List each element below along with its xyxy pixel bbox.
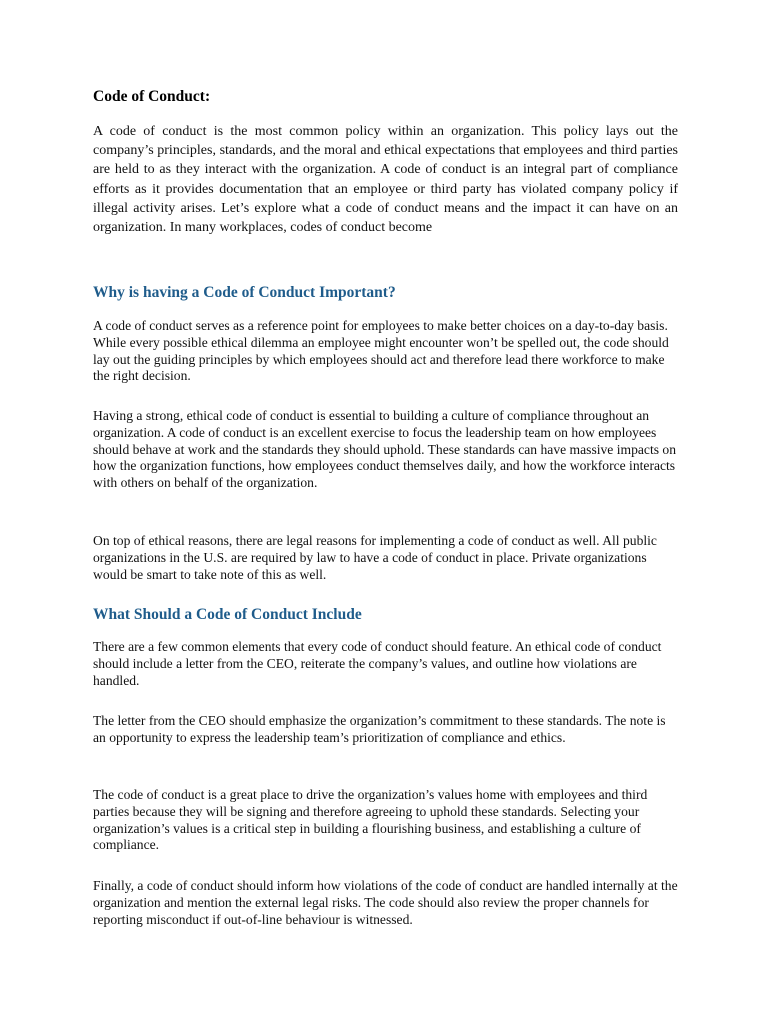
- document-title: Code of Conduct:: [93, 88, 211, 105]
- paragraph-violations: Finally, a code of conduct should inform how violations of the code of conduct are handled internally at the organization and mention the external legal risks. The code should also review the proper channels for reporting misconduct if out-of-line behaviour is witnessed.: [93, 878, 678, 927]
- section-heading-why-important: Why is having a Code of Conduct Important?: [93, 284, 396, 301]
- section-heading-what-include: What Should a Code of Conduct Include: [93, 606, 362, 623]
- paragraph-strong-ethical-code: Having a strong, ethical code of conduct is essential to building a culture of compliance throughout an organization. A code of conduct is an excellent exercise to focus the leadership team on how employees should behave at work and the standards they should uphold. These standards can have massive impacts on how the organization functions, how employees conduct themselves daily, and how the workforce interacts with others on behalf of the organization.: [93, 408, 677, 491]
- paragraph-legal-reasons: On top of ethical reasons, there are legal reasons for implementing a code of conduct as well. All public organizations in the U.S. are required by law to have a code of conduct in place. Private organizations would be smart to take note of this as well.: [93, 533, 657, 582]
- paragraph-values: The code of conduct is a great place to drive the organization’s values home with employees and third parties because they will be signing and therefore agreeing to uphold these standards. Selecting your organization’s values is a critical step in building a flourishing business, and establishing a culture of compliance.: [93, 787, 648, 853]
- paragraph-ceo-letter: The letter from the CEO should emphasize the organization’s commitment to these standards. The note is an opportunity to express the leadership team’s prioritization of compliance and ethics.: [93, 713, 666, 745]
- paragraph-common-elements: There are a few common elements that every code of conduct should feature. An ethical code of conduct should include a letter from the CEO, reiterate the company’s values, and outline how violations are handled.: [93, 639, 662, 688]
- paragraph-reference-point: A code of conduct serves as a reference point for employees to make better choices on a day-to-day basis. While every possible ethical dilemma an employee might encounter won’t be spelled out, the code should lay out the guiding principles by which employees should act and therefore lead there workforce to make the right decision.: [93, 318, 669, 384]
- intro-paragraph: A code of conduct is the most common policy within an organization. This policy lays out the company’s principles, standards, and the moral and ethical expectations that employees and third parties are held to as they interact with the organization. A code of conduct is an integral part of compliance efforts as it provides documentation that an employee or third party has violated company policy if illegal activity arises. Let’s explore what a code of conduct means and the impact it can have on an organization. In many workplaces, codes of conduct become: [93, 124, 678, 236]
